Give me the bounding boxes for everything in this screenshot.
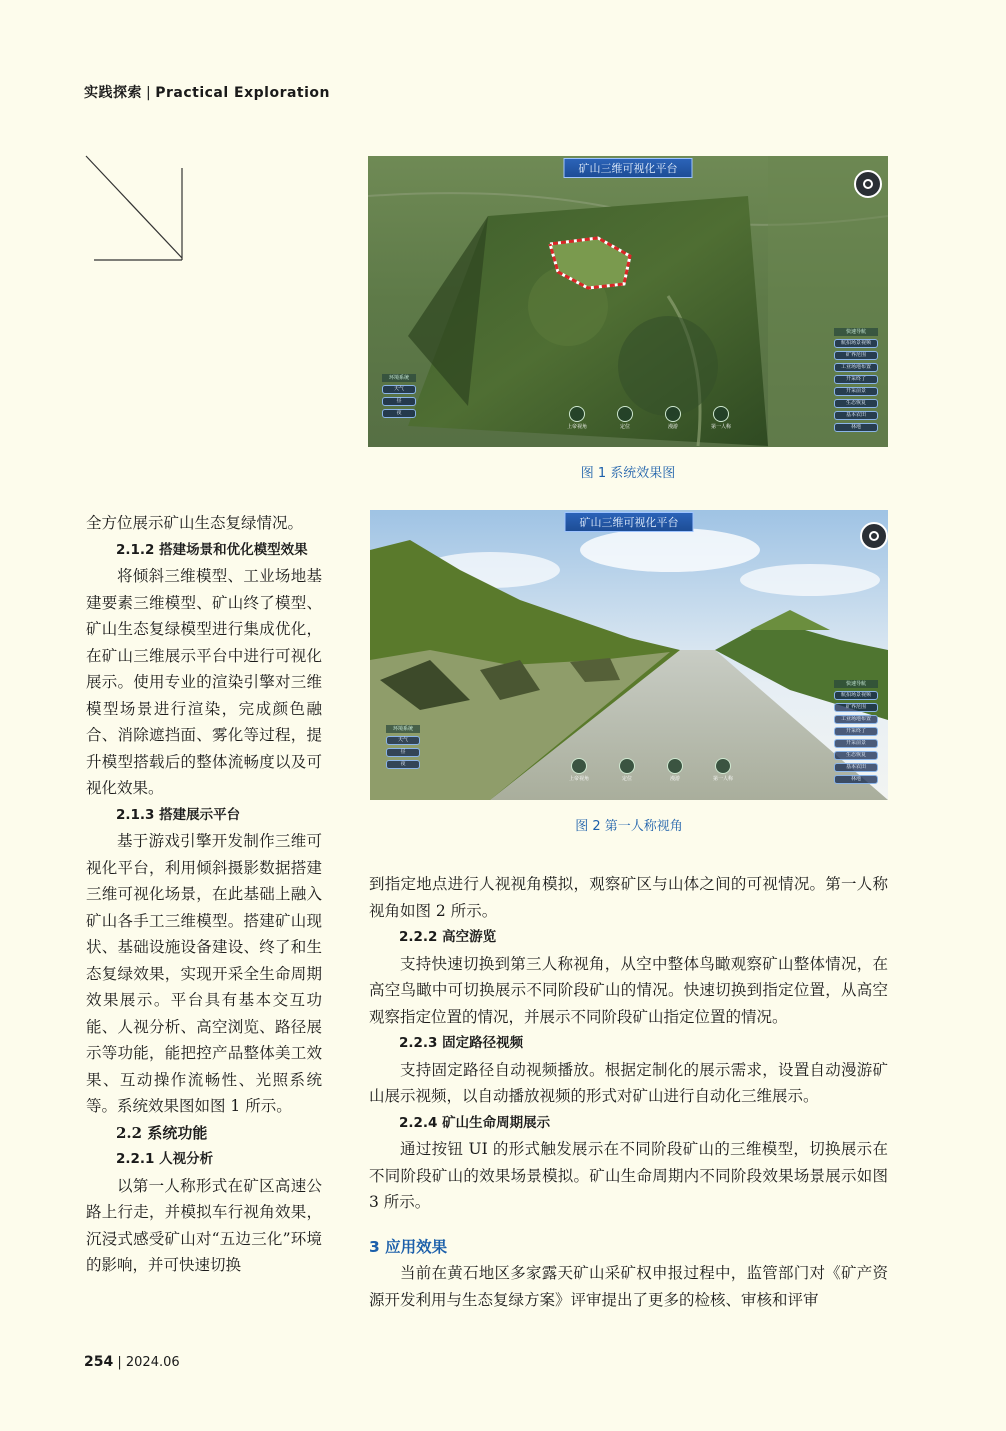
view-mode-bar xyxy=(564,406,734,430)
view-button-god[interactable] xyxy=(564,406,590,430)
nav-button-farmland[interactable]: 基本农田 xyxy=(834,411,878,420)
environment-panel-header: 环境系统 xyxy=(382,374,416,382)
locate-icon xyxy=(617,406,633,422)
corner-decoration xyxy=(84,152,188,264)
paragraph: 以第一人称形式在矿区高速公路上行走，并模拟车行视角效果，沉浸式感受矿山对“五边三化”环境的影响，并可快速切换 xyxy=(86,1176,322,1274)
view-button-first-person[interactable] xyxy=(710,758,736,782)
quick-nav-header: 快速导航 xyxy=(834,328,878,336)
view-button-locate[interactable] xyxy=(612,406,638,430)
paragraph: 当前在黄石地区多家露天矿山采矿权申报过程中，监管部门对《矿产资源开发利用与生态复绿方案》评审提出了更多的检核、审核和评审 xyxy=(369,1264,888,1309)
environment-panel xyxy=(386,725,420,769)
environment-panel-header: 环境系统 xyxy=(386,725,420,733)
env-button-day[interactable]: 昼 xyxy=(382,397,416,406)
paragraph: 支持固定路径自动视频播放。根据定制化的展示需求，设置自动漫游矿山展示视频，以自动播放视频的形式对矿山进行自动化三维展示。 xyxy=(369,1060,888,1105)
view-mode-bar xyxy=(566,758,736,782)
subsection-heading-2-2-3: 2.2.3 固定路径视频 xyxy=(399,1035,524,1051)
nav-button-mining-end[interactable]: 开采终了 xyxy=(834,727,878,736)
nav-button-aerial-video[interactable]: 航拍场景视频 xyxy=(834,339,878,348)
first-person-scene xyxy=(370,510,888,800)
view-button-locate[interactable] xyxy=(614,758,640,782)
nav-button-mining-end[interactable]: 开采终了 xyxy=(834,375,878,384)
nav-button-industrial-site[interactable]: 工业场地布置 xyxy=(834,715,878,724)
god-view-icon xyxy=(569,406,585,422)
page-footer xyxy=(84,1354,180,1370)
view-label: 上帝视角 xyxy=(566,424,587,430)
section-name-en: Practical Exploration xyxy=(155,85,330,101)
subsection-heading-2-2-4: 2.2.4 矿山生命周期展示 xyxy=(399,1114,551,1131)
view-label: 上帝视角 xyxy=(568,776,589,782)
first-person-icon xyxy=(715,758,731,774)
env-button-night[interactable]: 夜 xyxy=(382,409,416,418)
nav-button-eco-restore[interactable]: 生态恢复 xyxy=(834,399,878,408)
subsection-heading-2-2-2: 2.2.2 高空游览 xyxy=(399,929,497,945)
view-button-roam[interactable] xyxy=(662,758,688,782)
left-column xyxy=(86,510,322,1279)
quick-nav-panel xyxy=(834,328,878,432)
quick-nav-panel xyxy=(834,680,878,784)
nav-button-mining-prospect[interactable]: 开采前景 xyxy=(834,739,878,748)
right-column xyxy=(369,871,888,1313)
nav-button-mine-boundary[interactable]: 矿界范围 xyxy=(834,351,878,360)
roam-icon xyxy=(665,406,681,422)
nav-button-forest[interactable]: 林地 xyxy=(834,775,878,784)
platform-title: 矿山三维可视化平台 xyxy=(564,158,693,178)
paragraph: 支持快速切换到第三人称视角，从空中整体鸟瞰观察矿山整体情况，在高空鸟瞰中可切换展示不同阶段矿山的情况。快速切换到指定位置，从高空观察指定位置的情况，并展示不同阶段矿山指定位置的情况。 xyxy=(369,954,888,1026)
view-label: 漫游 xyxy=(667,424,678,430)
page-header xyxy=(84,82,330,102)
nav-button-mining-prospect[interactable]: 开采前景 xyxy=(834,387,878,396)
god-view-icon xyxy=(571,758,587,774)
quick-nav-header: 快速导航 xyxy=(834,680,878,688)
env-button-weather[interactable]: 天气 xyxy=(386,736,420,745)
view-label: 第一人称 xyxy=(710,424,731,430)
nav-button-eco-restore[interactable]: 生态恢复 xyxy=(834,751,878,760)
paragraph: 基于游戏引擎开发制作三维可视化平台，利用倾斜摄影数据搭建三维可视化场景，在此基础上融入矿山各手工三维模型。搭建矿山现状、基础设施设备建设、终了和生态复绿效果，实现开采全生命周期效果展示。平台具有基本交互功能、人视分析、高空浏览、路径展示等功能，能把控产品整体美工效果、互动操作流畅性、光照系统等。系统效果图如图 1 所示。 xyxy=(86,832,322,1115)
nav-button-mine-boundary[interactable]: 矿界范围 xyxy=(834,703,878,712)
view-label: 定位 xyxy=(619,424,630,430)
nav-button-industrial-site[interactable]: 工业场地布置 xyxy=(834,363,878,372)
environment-panel xyxy=(382,374,416,418)
figure-2-caption: 图 2 第一人称视角 xyxy=(575,819,683,834)
nav-button-forest[interactable]: 林地 xyxy=(834,423,878,432)
figure-1-caption: 图 1 系统效果图 xyxy=(580,466,676,481)
nav-button-aerial-video[interactable]: 航拍场景视频 xyxy=(834,691,878,700)
roam-icon xyxy=(667,758,683,774)
aerial-terrain xyxy=(368,156,888,447)
view-button-first-person[interactable] xyxy=(708,406,734,430)
compass-icon[interactable] xyxy=(860,522,888,550)
view-button-roam[interactable] xyxy=(660,406,686,430)
section-name: 实践探索 xyxy=(84,85,142,101)
view-label: 第一人称 xyxy=(712,776,733,782)
view-label: 漫游 xyxy=(669,776,680,782)
section-heading-2-2: 2.2 系统功能 xyxy=(116,1123,208,1142)
section-heading-3: 3 应用效果 xyxy=(369,1237,448,1256)
first-person-icon xyxy=(713,406,729,422)
paragraph: 将倾斜三维模型、工业场地基建要素三维模型、矿山终了模型、矿山生态复绿模型进行集成优化，在矿山三维展示平台中进行可视化展示。使用专业的渲染引擎对三维模型场景进行渲染，完成颜色融合、消除遮挡面、雾化等过程，提升模型搭载后的整体流畅度以及可视化效果。 xyxy=(86,567,322,797)
env-button-night[interactable]: 夜 xyxy=(386,760,420,769)
subsection-heading-2-1-2: 2.1.2 搭建场景和优化模型效果 xyxy=(116,541,308,558)
page-number: 254 xyxy=(84,1354,114,1370)
subsection-heading-2-1-3: 2.1.3 搭建展示平台 xyxy=(116,806,241,823)
paragraph: 全方位展示矿山生态复绿情况。 xyxy=(86,514,304,532)
figure-1-image xyxy=(368,156,888,447)
subsection-heading-2-2-1: 2.2.1 人视分析 xyxy=(116,1151,214,1167)
paragraph: 到指定地点进行人视视角模拟，观察矿区与山体之间的可视情况。第一人称视角如图 2 所示。 xyxy=(369,875,888,920)
nav-button-farmland[interactable]: 基本农田 xyxy=(834,763,878,772)
view-button-god[interactable] xyxy=(566,758,592,782)
issue-date: | 2024.06 xyxy=(117,1355,180,1370)
paragraph: 通过按钮 UI 的形式触发展示在不同阶段矿山的三维模型，切换展示在不同阶段矿山的效果场景模拟。矿山生命周期内不同阶段效果场景展示如图 3 所示。 xyxy=(369,1140,888,1211)
platform-title: 矿山三维可视化平台 xyxy=(565,512,694,532)
figure-2-image xyxy=(370,510,888,800)
compass-icon[interactable] xyxy=(854,170,882,198)
header-separator: | xyxy=(146,85,152,101)
view-label: 定位 xyxy=(621,776,632,782)
env-button-day[interactable]: 昼 xyxy=(386,748,420,757)
locate-icon xyxy=(619,758,635,774)
env-button-weather[interactable]: 天气 xyxy=(382,385,416,394)
